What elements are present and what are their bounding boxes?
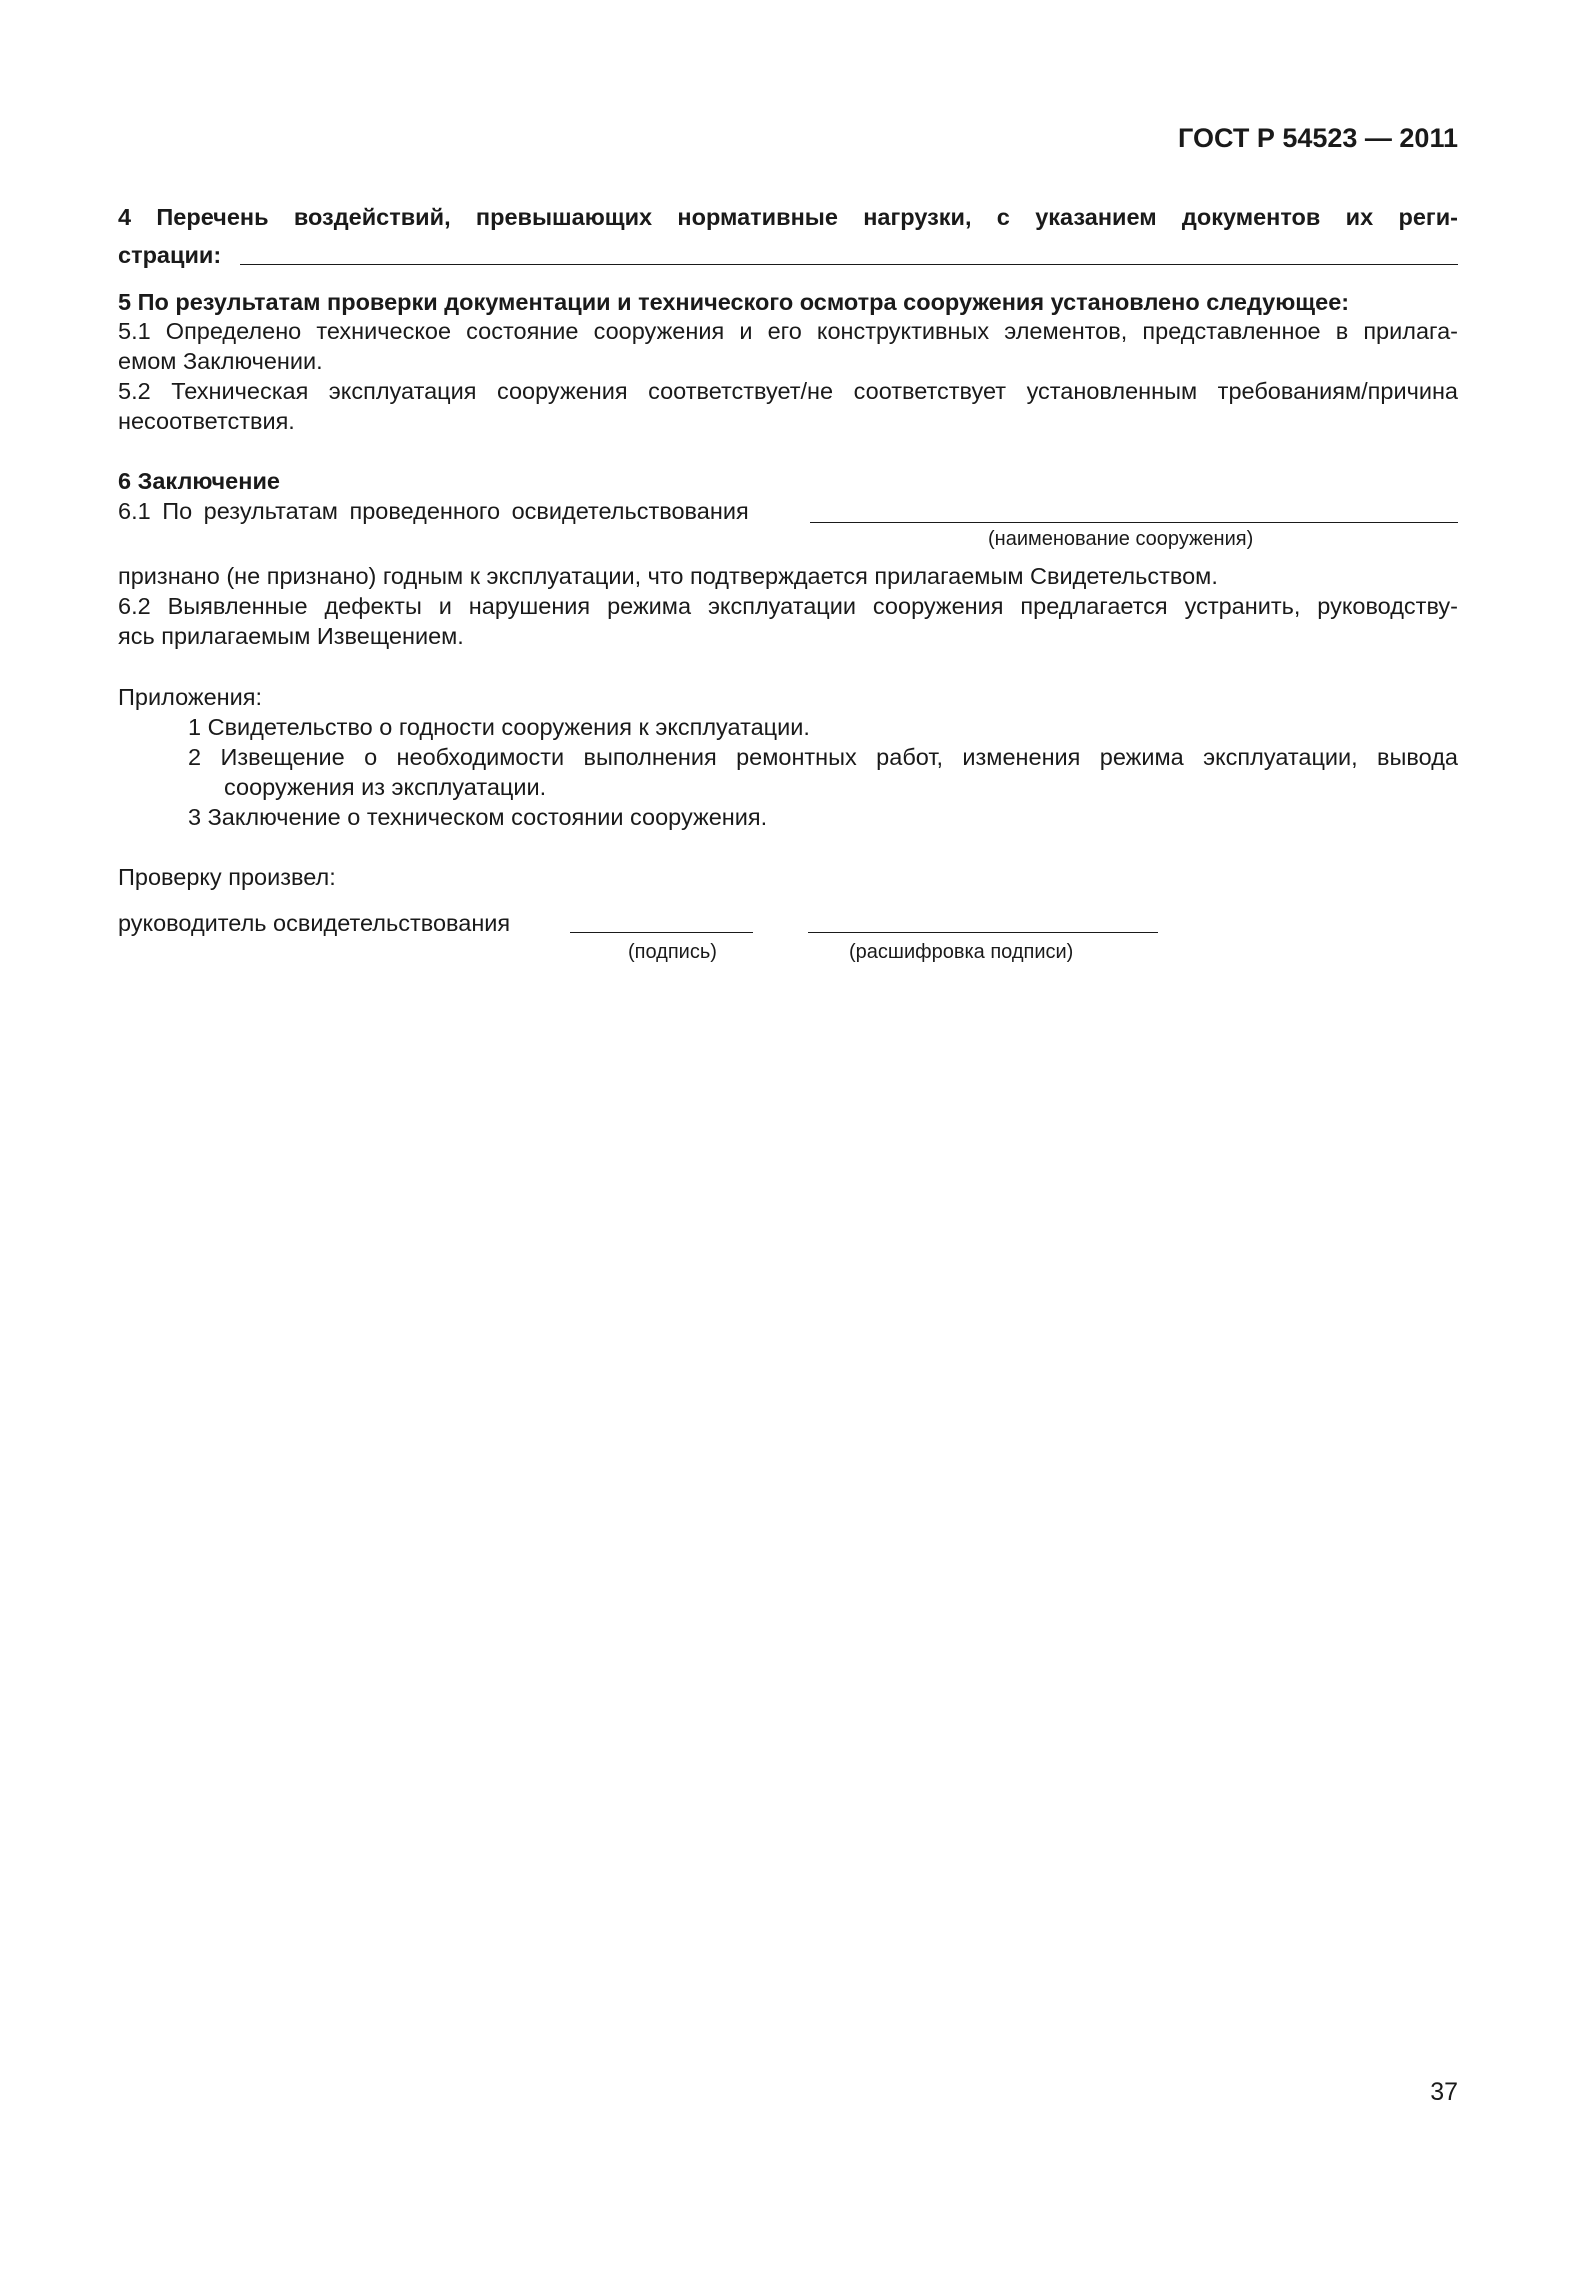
section4-line1: 4 Перечень воздействий, превышающих нормативные нагрузки, с указанием документов их реги- (118, 204, 1458, 230)
section5-p52-line1: 5.2 Техническая эксплуатация сооружения соответствует/не соответствует установленным требованиям/причина (118, 378, 1458, 404)
structure-name-line (810, 522, 1458, 523)
signature-line (570, 932, 753, 933)
section6-p61-line1: 6.1 По результатам проведенного освидетельствования (118, 498, 749, 524)
appendix-item-2-line2: сооружения из эксплуатации. (224, 774, 547, 800)
signature-decode-line (808, 932, 1158, 933)
appendix-item-1: 1 Свидетельство о годности сооружения к эксплуатации. (188, 714, 810, 740)
page-number: 37 (1430, 2078, 1458, 2106)
checked-by-label: Проверку произвел: (118, 864, 336, 890)
appendix-item-3: 3 Заключение о техническом состоянии сооружения. (188, 804, 768, 830)
section6-p61-line2: признано (не признано) годным к эксплуатации, что подтверждается прилагаемым Свидетельством. (118, 563, 1218, 589)
section6-p62-line2: ясь прилагаемым Извещением. (118, 623, 464, 649)
section5-heading: 5 По результатам проверки документации и технического осмотра сооружения установлено следующее: (118, 289, 1350, 315)
appendices-heading: Приложения: (118, 684, 263, 710)
signature-decode-caption: (расшифровка подписи) (849, 941, 1074, 963)
section4-line2: страции: (118, 242, 222, 268)
section6-heading: 6 Заключение (118, 468, 280, 494)
appendix-item-2-line1: 2 Извещение о необходимости выполнения ремонтных работ, изменения режима эксплуатации, вывода (188, 744, 1458, 770)
document-code: ГОСТ Р 54523 — 2011 (1178, 123, 1458, 153)
signature-caption: (подпись) (628, 941, 717, 963)
section5-p51-line2: емом Заключении. (118, 348, 323, 374)
section5-p52-line2: несоответствия. (118, 408, 295, 434)
section4-fill-line (240, 264, 1458, 265)
inspection-lead-role: руководитель освидетельствования (118, 910, 511, 936)
section5-p51-line1: 5.1 Определено техническое состояние сооружения и его конструктивных элементов, представленное в прилага- (118, 318, 1458, 344)
section6-p62-line1: 6.2 Выявленные дефекты и нарушения режима эксплуатации сооружения предлагается устранить, руководству- (118, 593, 1458, 619)
structure-name-caption: (наименование сооружения) (988, 528, 1254, 550)
